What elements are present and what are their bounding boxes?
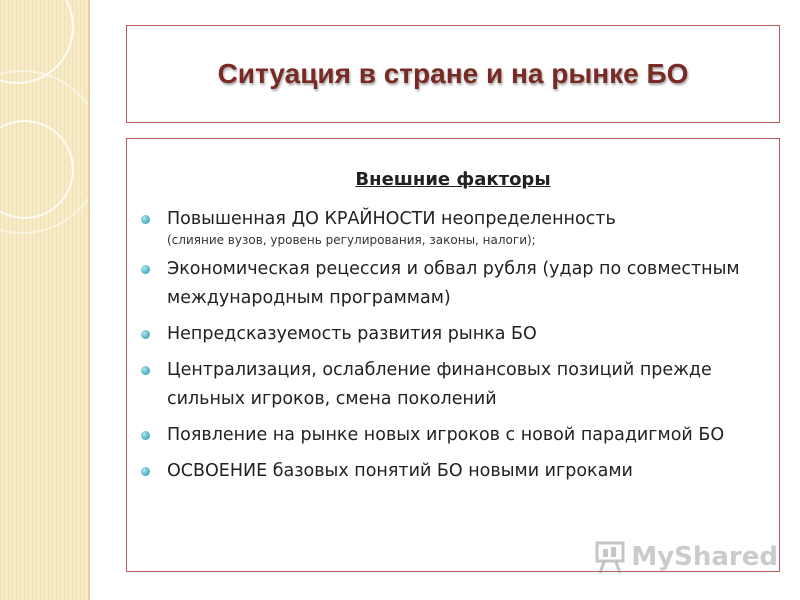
presentation-board-icon bbox=[595, 540, 625, 574]
content-box bbox=[126, 138, 780, 572]
watermark bbox=[595, 540, 778, 574]
bullet-item bbox=[139, 320, 765, 349]
bullet-icon bbox=[141, 366, 150, 375]
watermark-text: MyShared bbox=[631, 542, 778, 572]
bullet-text: ОСВОЕНИЕ базовых понятий БО новыми игроками bbox=[167, 461, 633, 481]
bullet-subtext: (слияние вузов, уровень регулирования, законы, налоги); bbox=[167, 233, 536, 247]
bullet-item bbox=[139, 457, 765, 486]
bullet-item bbox=[139, 421, 765, 450]
bullet-text: Повышенная ДО КРАЙНОСТИ неопределенность bbox=[167, 209, 616, 229]
bullet-item bbox=[139, 205, 765, 248]
title-box bbox=[126, 25, 780, 123]
bullet-icon bbox=[141, 467, 150, 476]
decorative-side-strip bbox=[0, 0, 90, 600]
bullet-icon bbox=[141, 265, 150, 274]
bullet-icon bbox=[141, 330, 150, 339]
bullet-text: Непредсказуемость развития рынка БО bbox=[167, 324, 537, 344]
bullet-item bbox=[139, 356, 765, 414]
bullet-item bbox=[139, 255, 765, 313]
bullet-icon bbox=[141, 215, 150, 224]
section-subheading: Внешние факторы bbox=[355, 169, 551, 190]
slide-title: Ситуация в стране и на рынке БО bbox=[217, 58, 689, 89]
bullet-text: Появление на рынке новых игроков с новой парадигмой БО bbox=[167, 425, 725, 445]
bullet-list bbox=[139, 205, 765, 493]
bullet-text: Централизация, ослабление финансовых позиций прежде сильных игроков, смена поколений bbox=[167, 360, 712, 409]
bullet-text: Экономическая рецессия и обвал рубля (удар по совместным международным программам) bbox=[167, 259, 740, 308]
bullet-icon bbox=[141, 431, 150, 440]
side-strip-edge bbox=[88, 0, 90, 600]
